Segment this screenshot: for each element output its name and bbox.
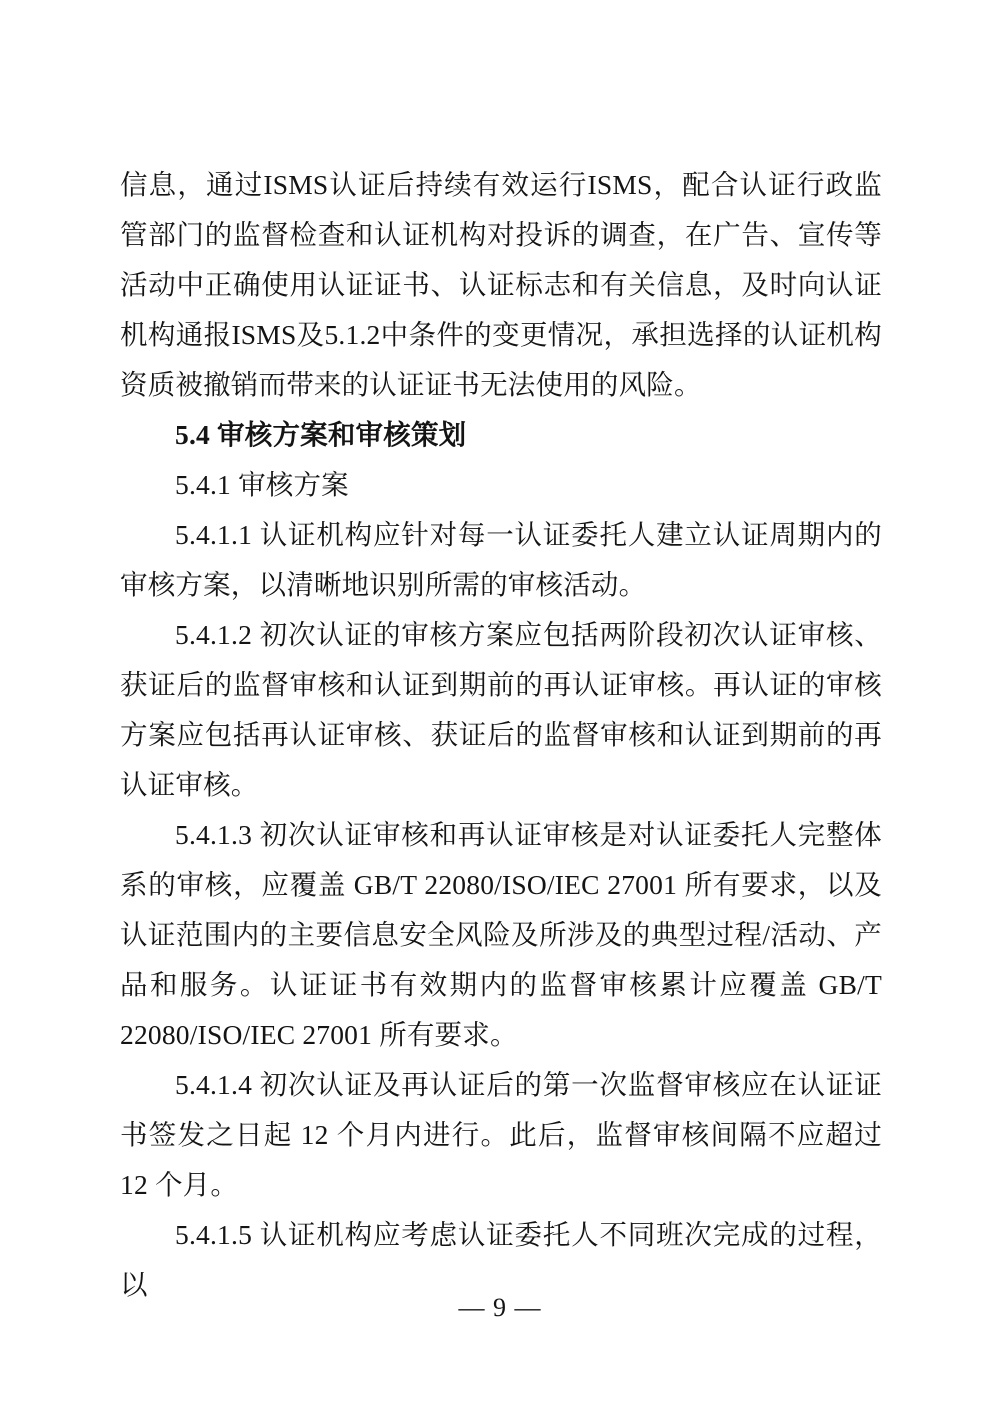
subsection-heading-5-4-1: 5.4.1 审核方案 (175, 469, 349, 500)
clause-paragraph-5-4-1-5: 5.4.1.5 认证机构应考虑认证委托人不同班次完成的过程，以 (120, 1219, 882, 1300)
clause-paragraph-5-4-1-3: 5.4.1.3 初次认证审核和再认证审核是对认证委托人完整体系的审核，应覆盖 GB/T 22080/ISO/IEC 27001 所有要求，以及认证范围内的主要信息安全风险及所涉及的典型过程/活动、产品和服务。认证证书有效期内的监督审核累计应覆盖 GB/T 22080/ISO/IEC 27001 所有要求。 (120, 819, 882, 1050)
clause-paragraph-5-4-1-4: 5.4.1.4 初次认证及再认证后的第一次监督审核应在认证证书签发之日起 12 个月内进行。此后，监督审核间隔不应超过 12 个月。 (120, 1069, 882, 1200)
continuation-paragraph: 信息，通过ISMS认证后持续有效运行ISMS，配合认证行政监管部门的监督检查和认证机构对投诉的调查，在广告、宣传等活动中正确使用认证证书、认证标志和有关信息，及时向认证机构通报ISMS及5.1.2中条件的变更情况，承担选择的认证机构资质被撤销而带来的认证证书无法使用的风险。 (120, 169, 882, 400)
clause-paragraph-5-4-1-1: 5.4.1.1 认证机构应针对每一认证委托人建立认证周期内的审核方案，以清晰地识别所需的审核活动。 (120, 519, 882, 600)
text-block (120, 160, 882, 1310)
clause-paragraph-5-4-1-2: 5.4.1.2 初次认证的审核方案应包括两阶段初次认证审核、获证后的监督审核和认证到期前的再认证审核。再认证的审核方案应包括再认证审核、获证后的监督审核和认证到期前的再认证审核。 (120, 619, 882, 800)
page-number: — 9 — (458, 1293, 542, 1322)
section-heading-5-4: 5.4 审核方案和审核策划 (175, 419, 467, 450)
